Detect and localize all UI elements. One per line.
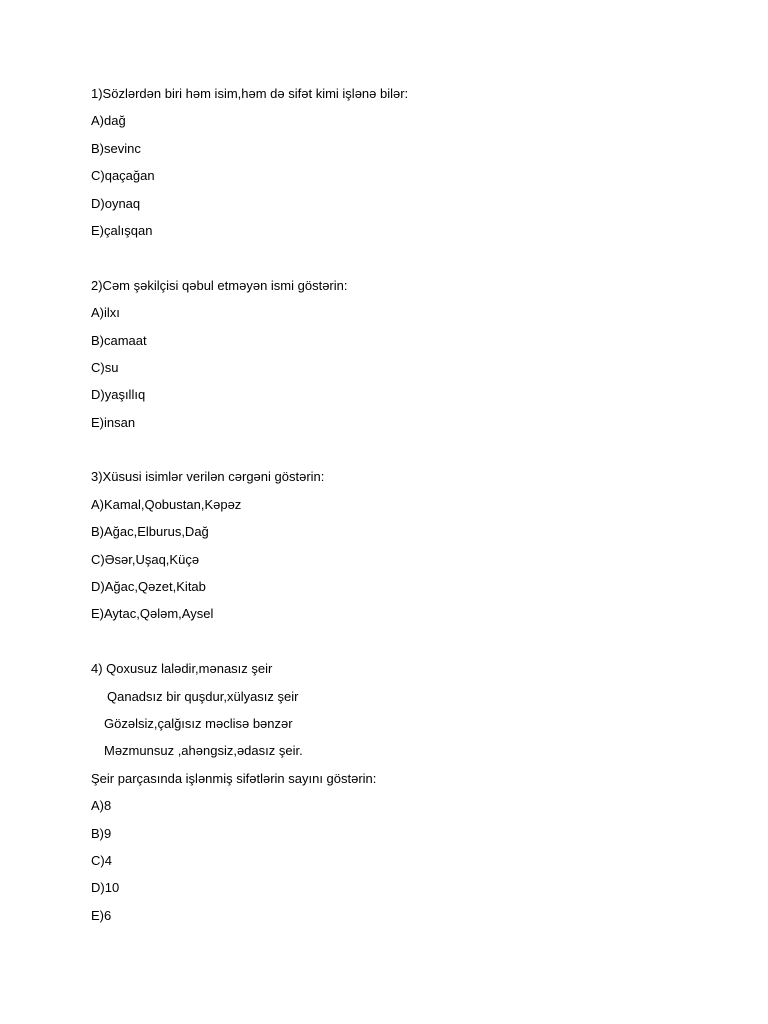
question-1-option-d: D)oynaq	[91, 195, 141, 211]
question-4-option-a: A)8	[91, 798, 112, 814]
question-1-option-b: B)sevinc	[91, 140, 141, 156]
question-2-option-b: B)camaat	[91, 332, 147, 348]
question-4-question: Şeir parçasında işlənmiş sifətlərin sayını göstərin:	[91, 770, 377, 786]
question-3-option-e: E)Aytac,Qələm,Aysel	[91, 606, 214, 622]
question-2	[91, 276, 691, 440]
question-3-option-b: B)Ağac,Elburus,Dağ	[91, 524, 209, 540]
spacer	[91, 632, 691, 659]
question-4	[91, 659, 691, 933]
question-3-option-a: A)Kamal,Qobustan,Kəpəz	[91, 496, 242, 512]
question-4-option-e: E)6	[91, 907, 112, 923]
poem-line-2: Qanadsız bir quşdur,xülyasız şeir	[107, 688, 299, 704]
spacer	[91, 440, 691, 467]
spacer	[91, 248, 691, 275]
question-4-prompt: 4) Qoxusuz lalədir,mənasız şeir	[91, 661, 273, 677]
question-3-option-d: D)Ağac,Qəzet,Kitab	[91, 579, 206, 595]
question-3-option-c: C)Əsər,Uşaq,Küçə	[91, 551, 200, 567]
poem-line-4: Məzmunsuz ,ahəngsiz,ədasız şeir.	[104, 743, 303, 759]
question-1-option-e: E)çalışqan	[91, 222, 153, 238]
question-1-option-a: A)dağ	[91, 113, 126, 129]
question-2-prompt: 2)Cəm şəkilçisi qəbul etməyən ismi göstərin:	[91, 277, 348, 293]
poem-line-3: Gözəlsiz,çalğısız məclisə bənzər	[104, 715, 293, 731]
question-4-option-c: C)4	[91, 852, 112, 868]
question-1-option-c: C)qaçağan	[91, 168, 155, 184]
question-4-option-d: D)10	[91, 880, 120, 896]
question-2-option-e: E)insan	[91, 414, 136, 430]
question-1	[91, 84, 691, 248]
question-1-prompt: 1)Sözlərdən biri həm isim,həm də sifət kimi işlənə bilər:	[91, 86, 409, 101]
question-2-option-c: C)su	[91, 359, 119, 375]
question-3-prompt: 3)Xüsusi isimlər verilən cərgəni göstərin:	[91, 469, 325, 485]
question-3	[91, 467, 691, 631]
question-2-option-d: D)yaşıllıq	[91, 387, 146, 403]
document-page	[91, 84, 691, 933]
question-4-option-b: B)9	[91, 825, 112, 841]
question-2-option-a: A)ilxı	[91, 305, 120, 321]
